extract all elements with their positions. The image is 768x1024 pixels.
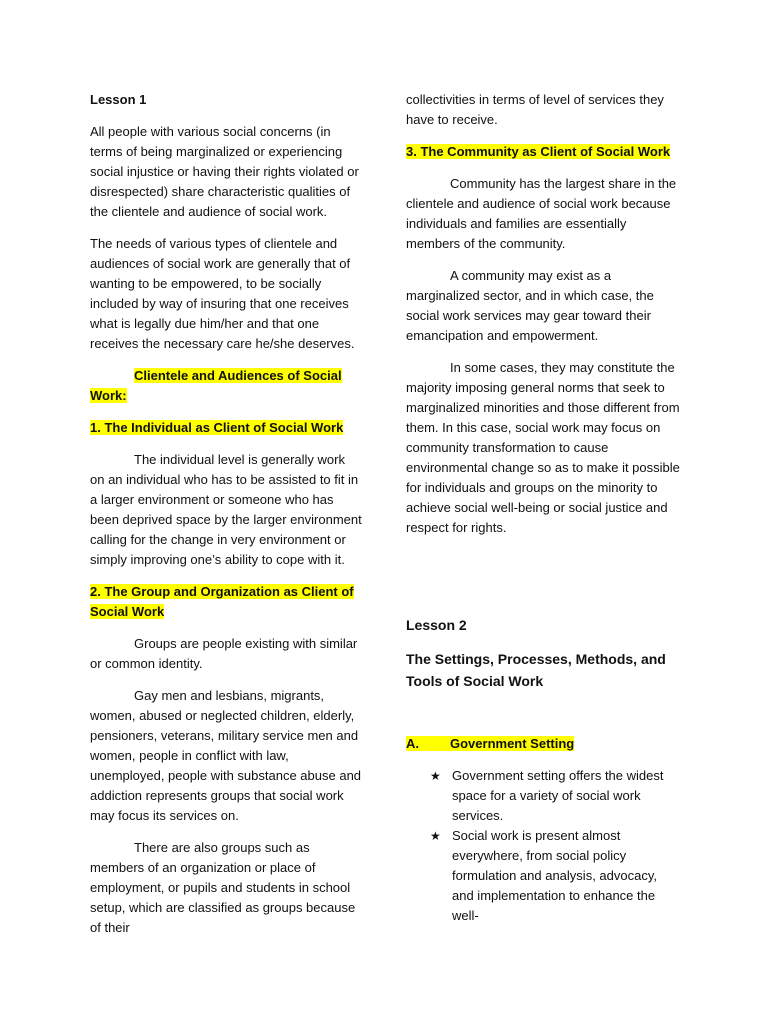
star-icon: ★ <box>430 829 441 843</box>
left-column <box>90 90 362 950</box>
clientele-heading: Clientele and Audiences of Social Work: <box>90 368 342 403</box>
group-heading: 2. The Group and Organization as Client of Social Work <box>90 584 354 619</box>
individual-heading: 1. The Individual as Client of Social Work <box>90 420 344 435</box>
lesson-1-title: Lesson 1 <box>90 92 147 107</box>
list-item: ★ Social work is present almost everywhere, from social policy formulation and analysis, advocacy, and implementation to enhance the well- <box>430 828 657 923</box>
government-setting-list <box>406 766 682 926</box>
list-item: Gay men and lesbians, migrants, women, abused or neglected children, elderly, pensioners, veterans, military service men and women, people in conflict with law, unemployed, people with substance abuse and addiction represents groups that social work may focus its services on. <box>90 688 362 823</box>
intro-paragraph-1: All people with various social concerns (in terms of being marginalized or experiencing social injustice or having their rights violated or disrespected) share characteristic qualities of the clientele and audience of social work. <box>90 124 359 219</box>
lesson-2-title: Lesson 2 <box>406 617 467 633</box>
list-item: The individual level is generally work on an individual who has to be assisted to fit in a larger environment or someone who has been deprived space by the larger environment calling for the change in very environment or simply improving one’s ability to cope with it. <box>90 452 362 567</box>
section-a-heading: A. Government Setting <box>406 736 575 751</box>
lesson-2-subtitle: The Settings, Processes, Methods, and Tools of Social Work <box>406 651 666 689</box>
star-icon: ★ <box>430 769 441 783</box>
list-item: Community has the largest share in the clientele and audience of social work because individuals and families are essentially members of the community. <box>406 176 677 251</box>
list-item: In some cases, they may constitute the majority imposing general norms that seek to marginalized minorities and those different from them. In this case, social work may focus on community transformation to cause environmental change so as to make it possible for individuals and groups on the minority to achieve social well-being or social justice and respect for rights. <box>406 360 680 535</box>
list-item: A community may exist as a marginalized sector, and in which case, the social work services may gear toward their emancipation and empowerment. <box>406 268 654 343</box>
list-item: Groups are people existing with similar or common identity. <box>90 636 358 671</box>
list-item: There are also groups such as members of an organization or place of employment, or pupils and students in school setup, which are classified as groups because of their <box>90 840 356 935</box>
intro-paragraph-2: The needs of various types of clientele and audiences of social work are generally that of wanting to be empowered, to be socially included by way of insuring that one receives what is legally due him/her and that one receives the necessary care he/she deserves. <box>90 236 355 351</box>
community-heading: 3. The Community as Client of Social Work <box>406 144 671 159</box>
list-item: ★ Government setting offers the widest space for a variety of social work services. <box>430 768 664 823</box>
continued-text: collectivities in terms of level of services they have to receive. <box>406 92 664 127</box>
right-column <box>406 90 682 926</box>
